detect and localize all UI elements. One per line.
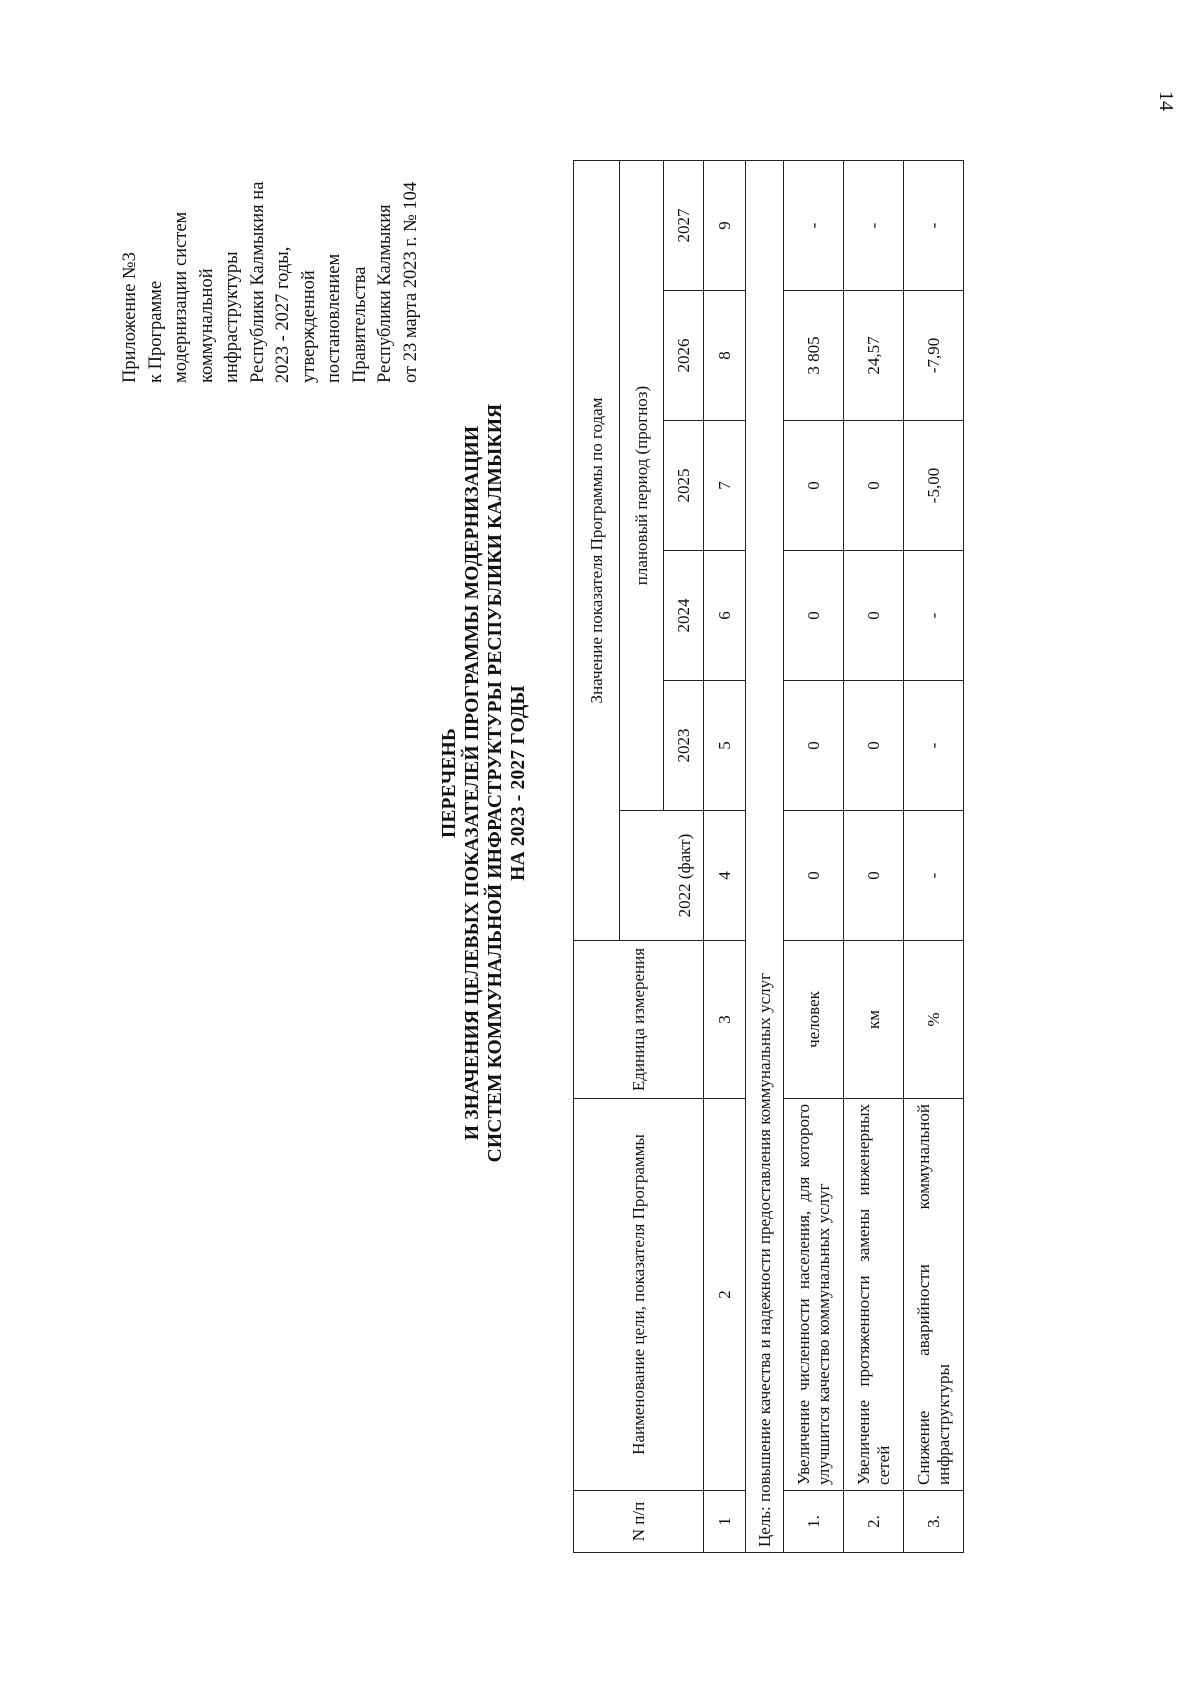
column-index: 7 <box>704 421 746 551</box>
annex-line: Правительства <box>349 266 370 383</box>
row-value: 0 <box>784 811 844 941</box>
page-number: 14 <box>1155 91 1177 111</box>
annex-line: инфраструктуры <box>222 251 242 383</box>
row-value: 0 <box>844 811 904 941</box>
row-unit: % <box>904 941 964 1099</box>
title-line: ПЕРЕЧЕНЬ <box>439 727 460 839</box>
annex-line: модернизации систем <box>171 211 191 383</box>
annex-line: коммунальной <box>196 268 217 383</box>
column-index: 5 <box>704 681 746 811</box>
row-value: 0 <box>844 681 904 811</box>
column-index: 2 <box>704 1099 746 1491</box>
table-row <box>844 160 904 1552</box>
row-value: 24,57 <box>844 291 904 421</box>
header-year: 2027 <box>664 160 704 290</box>
row-value: - <box>904 551 964 681</box>
header-year: 2023 <box>664 681 704 811</box>
column-index: 4 <box>704 811 746 941</box>
annex-line: постановлением <box>324 253 344 383</box>
column-index: 1 <box>704 1491 746 1553</box>
table-row <box>904 160 964 1552</box>
goal-text: Цель: повышение качества и надежности предоставления коммунальных услуг <box>746 160 784 1552</box>
row-value: - <box>844 160 904 290</box>
row-value: - <box>904 160 964 290</box>
row-unit: км <box>844 941 904 1099</box>
annex-line: Республики Калмыкия <box>375 204 395 383</box>
table-row <box>784 160 844 1552</box>
header-year: 2024 <box>664 551 704 681</box>
row-num: 1. <box>784 1491 844 1553</box>
header-row <box>574 160 620 1552</box>
row-value: 0 <box>784 681 844 811</box>
column-index-row <box>704 160 746 1552</box>
annex-line: к Программе <box>145 280 166 383</box>
row-value: 0 <box>844 421 904 551</box>
row-value: 0 <box>844 551 904 681</box>
document-title <box>438 373 530 1193</box>
column-index: 3 <box>704 941 746 1099</box>
column-index: 9 <box>704 160 746 290</box>
row-value: 0 <box>784 551 844 681</box>
row-value: -7,90 <box>904 291 964 421</box>
header-year: 2026 <box>664 291 704 421</box>
annex-line: 2023 - 2027 годы, <box>273 246 293 383</box>
annex-line: Республики Калмыкия на <box>247 181 268 383</box>
row-value: 0 <box>784 421 844 551</box>
annex-line: Приложение №3 <box>120 252 140 383</box>
row-num: 3. <box>904 1491 964 1553</box>
header-unit: Единица измерения <box>574 941 704 1099</box>
header-values: Значение показателя Программы по годам <box>574 160 620 940</box>
row-value: - <box>904 681 964 811</box>
column-index: 6 <box>704 551 746 681</box>
header-plan: плановый период (прогноз) <box>620 160 664 810</box>
annex-line: от 23 марта 2023 г. № 104 <box>400 181 421 383</box>
row-value: -5,00 <box>904 421 964 551</box>
row-value: - <box>904 811 964 941</box>
row-value: 3 805 <box>784 291 844 421</box>
row-name: Увеличение численности населения, для которого улучшится качество коммунальных услуг <box>784 1099 844 1491</box>
row-num: 2. <box>844 1491 904 1553</box>
row-name: Снижение аварийности коммунальной инфраструктуры <box>904 1099 964 1491</box>
annex-block <box>118 83 424 383</box>
indicators-table <box>573 160 964 1553</box>
row-name: Увеличение протяженности замены инженерных сетей <box>844 1099 904 1491</box>
goal-row <box>746 160 784 1552</box>
row-unit: человек <box>784 941 844 1099</box>
header-num: N п/п <box>574 1491 704 1553</box>
column-index: 8 <box>704 291 746 421</box>
header-fact: 2022 (факт) <box>620 811 704 941</box>
annex-line: утвержденной <box>298 270 319 383</box>
header-name: Наименование цели, показателя Программы <box>574 1099 704 1491</box>
title-line: И ЗНАЧЕНИЯ ЦЕЛЕВЫХ ПОКАЗАТЕЛЕЙ ПРОГРАММЫ МОДЕРНИЗАЦИИ <box>462 425 483 1141</box>
row-value: - <box>784 160 844 290</box>
header-year: 2025 <box>664 421 704 551</box>
title-line: НА 2023 - 2027 ГОДЫ <box>508 685 529 881</box>
title-line: СИСТЕМ КОММУНАЛЬНОЙ ИНФРАСТРУКТУРЫ РЕСПУБЛИКИ КАЛМЫКИЯ <box>485 403 506 1163</box>
